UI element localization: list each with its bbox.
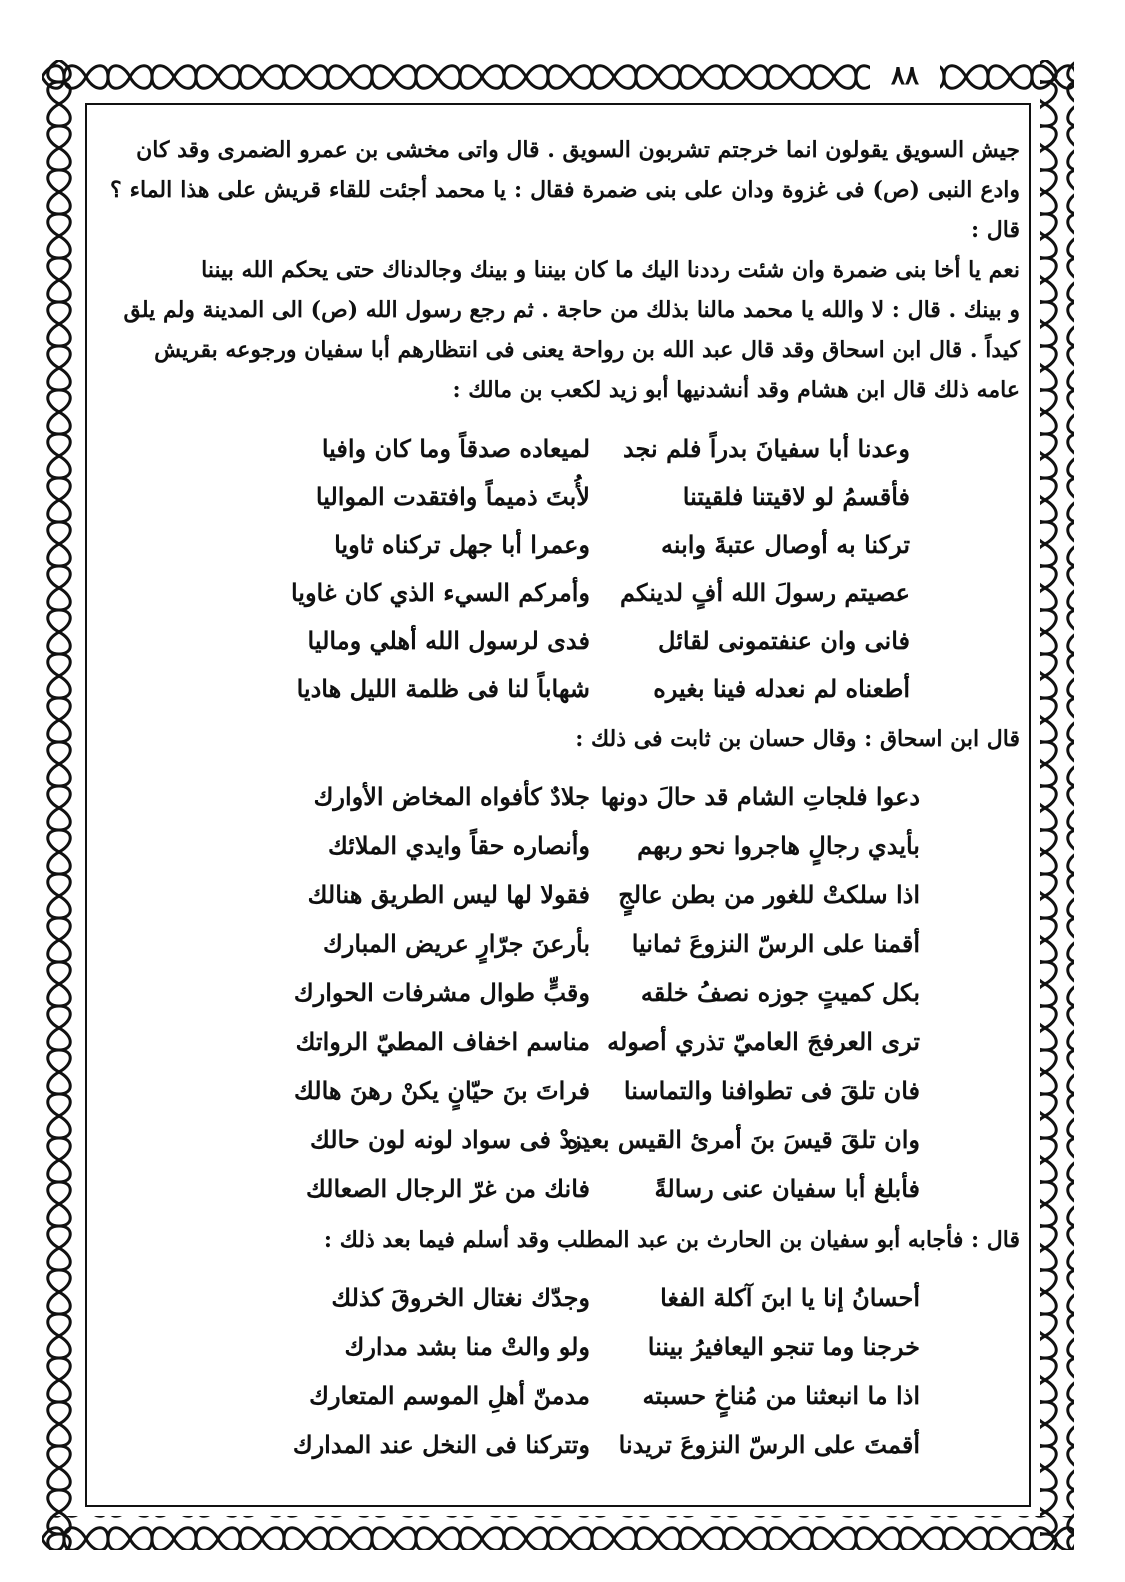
verse [110, 664, 1020, 712]
verse [110, 1164, 1020, 1213]
hemistich-first: أحسانُ إنا يا ابنَ آكلة الفغا [660, 1283, 920, 1312]
page-number: ٨٨ [870, 58, 940, 94]
prose-line: و بينك . قال : لا والله يا محمد مالنا بذلك من حاجة . ثم رجع رسول الله (ص) الى المدينة ولم يلق [123, 297, 1020, 323]
poem-hassan [110, 772, 1020, 1213]
hemistich-first: وعدنا أبا سفيانَ بدراً فلم نجد [622, 433, 910, 463]
hemistich-first: فان تلقَ فى تطوافنا والتماسنا [623, 1076, 920, 1105]
verse [110, 1371, 1020, 1420]
verse [110, 1273, 1020, 1322]
verse [110, 1017, 1020, 1066]
hemistich-second: وأنصاره حقاً وايدي الملائك [328, 831, 590, 860]
hemistich-first: فأقسمُ لو لاقيتنا فلقيتنا [682, 481, 910, 511]
hemistich-second: مدمنّ أهلِ الموسم المتعارك [309, 1381, 590, 1410]
poem-intro: قال : فأجابه أبو سفيان بن الحارث بن عبد المطلب وقد أسلم فيما بعد ذلك : [323, 1227, 1020, 1253]
verse [110, 1115, 1020, 1164]
hemistich-first: أقمنا على الرسّ النزوعَ ثمانيا [631, 929, 920, 958]
hemistich-first: تركنا به أوصال عتبةَ وابنه [661, 529, 910, 559]
verse [110, 968, 1020, 1017]
poem-abu-sufyan [110, 1273, 1020, 1469]
verse [110, 616, 1020, 664]
verse [110, 1420, 1020, 1469]
verse [110, 424, 1020, 472]
page-content [110, 130, 1020, 1469]
prose-line: عامه ذلك قال ابن هشام وقد أنشدنيها أبو زيد لكعب بن مالك : [452, 377, 1020, 403]
prose-line: جيش السويق يقولون انما خرجتم تشربون السويق . قال واتى مخشى بن عمرو الضمرى وقد كان [136, 137, 1020, 163]
hemistich-first: أطعناه لم نعدله فينا بغيره [653, 673, 910, 703]
verse [110, 1066, 1020, 1115]
hemistich-first: بأيدي رجالٍ هاجروا نحو ربهم [637, 831, 920, 860]
verse [110, 870, 1020, 919]
prose-line: نعم يا أخا بنى ضمرة وان شئت رددنا اليك ما كان بيننا و بينك وجالدناك حتى يحكم الله بيننا [201, 257, 1020, 283]
verse [110, 472, 1020, 520]
verse [110, 821, 1020, 870]
verse [110, 772, 1020, 821]
hemistich-second: وجدّك نغتال الخروقَ كذلك [331, 1283, 590, 1312]
hemistich-first: اذا ما انبعثنا من مُناخٍ حسبته [642, 1381, 920, 1410]
hemistich-second: لأُبتَ ذميماً وافتقدت المواليا [315, 481, 590, 511]
hemistich-first: وان تلقَ قيسَ بنَ أمرئ القيس بعده [566, 1125, 920, 1154]
prose-line: كيداً . قال ابن اسحاق وقد قال عبد الله بن رواحة يعنى فى انتظارهم أبا سفيان ورجوعه بقريش [154, 337, 1020, 363]
hemistich-second: فدى لرسول الله أهلي وماليا [307, 625, 590, 655]
hemistich-second: وعمرا أبا جهل تركناه ثاويا [334, 529, 590, 559]
hemistich-second: فقولا لها ليس الطريق هنالك [307, 880, 590, 909]
prose-paragraph [110, 130, 1020, 410]
hemistich-first: خرجنا وما تنجو اليعافيرُ بيننا [647, 1332, 920, 1361]
hemistich-second: يزدْ فى سواد لونه لون حالك [309, 1125, 590, 1154]
hemistich-first: أقمتَ على الرسّ النزوعَ تريدنا [618, 1430, 920, 1459]
hemistich-first: اذا سلكتْ للغور من بطن عالجٍ [618, 880, 920, 909]
hemistich-second: وقبٍّ طوال مشرفات الحوارك [293, 978, 590, 1007]
hemistich-second: وتتركنا فى النخل عند المدارك [292, 1430, 590, 1459]
hemistich-second: جلادٌ كأفواه المخاض الأوارك [313, 782, 590, 811]
hemistich-second: بأرعنَ جرّارٍ عريض المبارك [323, 929, 590, 958]
verse [110, 520, 1020, 568]
verse [110, 1322, 1020, 1371]
hemistich-second: وأمركم السيء الذي كان غاويا [290, 577, 590, 607]
hemistich-first: فأبلغ أبا سفيان عنى رسالةً [654, 1174, 920, 1203]
hemistich-second: شهاباً لنا فى ظلمة الليل هاديا [296, 673, 590, 703]
poem-intro: قال ابن اسحاق : وقال حسان بن ثابت فى ذلك : [575, 726, 1020, 752]
verse [110, 919, 1020, 968]
hemistich-second: لميعاده صدقاً وما كان وافيا [321, 433, 590, 463]
hemistich-second: مناسم اخفاف المطيّ الرواتك [295, 1027, 590, 1056]
hemistich-first: ترى العرفجَ العاميّ تذري أصوله [607, 1027, 920, 1056]
poem-kaab [110, 424, 1020, 712]
hemistich-first: عصيتم رسولَ الله أفٍ لدينكم [620, 577, 910, 607]
verse [110, 568, 1020, 616]
hemistich-second: فانك من غرّ الرجال الصعالك [305, 1174, 590, 1203]
prose-line: وادع النبى (ص) فى غزوة ودان على بنى ضمرة فقال : يا محمد أجئت للقاء قريش على هذا الماء ؟ قال : [110, 177, 1020, 243]
hemistich-first: فانى وان عنفتمونى لقائل [658, 625, 910, 655]
hemistich-first: بكل كميتٍ جوزه نصفُ خلقه [640, 978, 920, 1007]
hemistich-first: دعوا فلجاتِ الشام قد حالَ دونها [600, 782, 920, 811]
hemistich-second: فراتَ بنَ حيّانٍ يكنْ رهنَ هالك [294, 1076, 590, 1105]
hemistich-second: ولو والتْ منا بشد مدارك [344, 1332, 590, 1361]
